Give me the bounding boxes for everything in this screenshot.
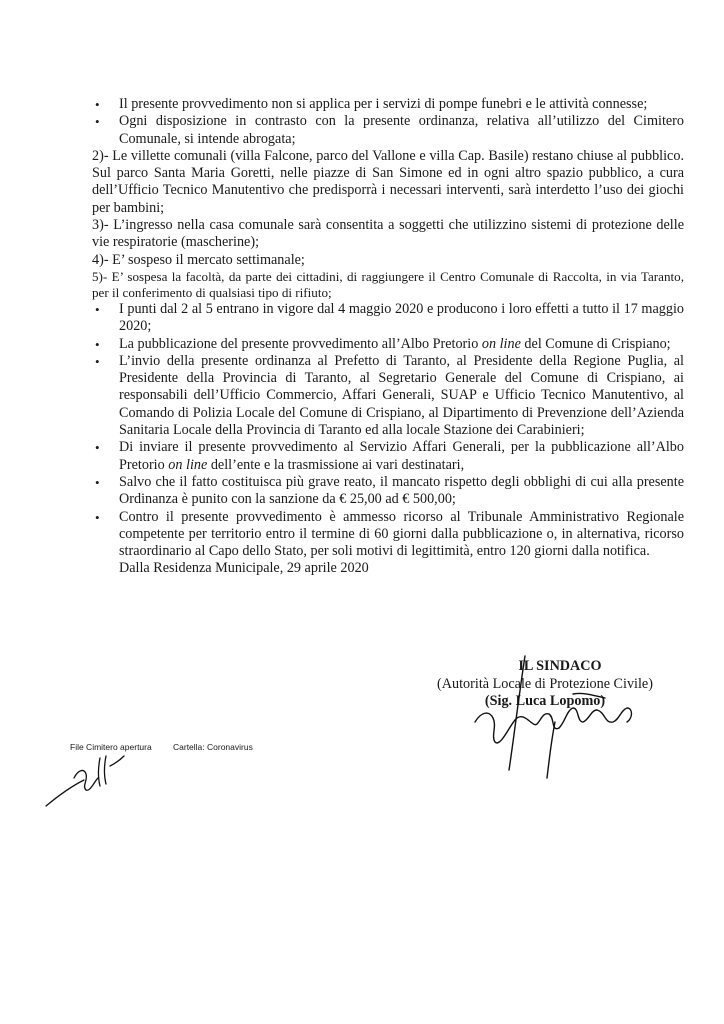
provision-send-affairs-text-end: dell’ente e la trasmissione ai vari destinatari,	[207, 456, 465, 473]
provision-send-affairs	[119, 439, 684, 474]
online-italic: on line	[168, 456, 208, 473]
provision-validity: I punti dal 2 al 5 entrano in vigore dal 4 maggio 2020 e producono i loro effetti a tutto il 17 maggio 2020;	[119, 300, 684, 335]
online-italic: on line	[481, 335, 521, 352]
bullet-marker: •	[95, 353, 100, 369]
bullet-marker: •	[95, 336, 100, 352]
list-item	[92, 113, 684, 148]
initials-scribble	[44, 752, 144, 812]
footer-folder-label: Cartella: Coronavirus	[173, 742, 253, 752]
list-item	[92, 353, 684, 439]
bullet-marker: •	[95, 301, 100, 317]
date-line: Dalla Residenza Municipale, 29 aprile 2020	[119, 560, 369, 577]
bullet-marker: •	[95, 97, 100, 112]
list-item	[92, 301, 684, 336]
point-5: 5)- E’ sospesa la facoltà, da parte dei cittadini, di raggiungere il Centro Comunale di Raccolta, in via Taranto, per il conferimento di qualsiasi tipo di rifiuto;	[92, 268, 684, 300]
provision-publication-text-end: del Comune di Crispiano;	[520, 335, 671, 352]
mayor-title: IL SINDACO	[518, 658, 602, 674]
bullet-marker: •	[95, 509, 100, 525]
mayor-name: (Sig. Luca Lopomo)	[484, 693, 606, 709]
point-2: 2)- Le villette comunali (villa Falcone, parco del Vallone e villa Cap. Basile) restano chiuse al pubblico. Sul parco Santa Maria Goretti, nelle piazze di San Simone ed in ogni altro spazio pubblico, a cura dell’Ufficio Tecnico Manutentivo che predisporrà i necessari interventi, sarà interdetto l’uso dei giochi per bambini;	[92, 147, 684, 216]
point-3: 3)- L’ingresso nella casa comunale sarà consentita a soggetti che utilizzino sistemi di protezione delle vie respiratorie (mascherine);	[92, 217, 684, 251]
bullet-marker: •	[95, 474, 100, 490]
provision-send-affairs-text: Di inviare il presente provvedimento al Servizio Affari Generali, per la pubblicazione all’Albo Pretorio	[119, 439, 684, 473]
bullet-marker: •	[95, 114, 100, 130]
document-body	[92, 96, 684, 578]
provision-abrogation: Ogni disposizione in contrasto con la presente ordinanza, relativa all’utilizzo del Cimitero Comunale, si intende abrogata;	[119, 113, 684, 147]
provision-funeral-services: Il presente provvedimento non si applica per i servizi di pompe funebri e le attività connesse;	[119, 96, 648, 112]
list-item	[92, 336, 684, 353]
footer-file-label: File Cimitero apertura	[70, 742, 152, 752]
mayor-role: (Autorità Locale di Protezione Civile)	[437, 675, 653, 692]
mayor-signature-scribble	[455, 652, 645, 782]
bullet-marker: •	[95, 440, 100, 456]
provision-distribution: L’invio della presente ordinanza al Prefetto di Taranto, al Presidente della Regione Puglia, al Presidente della Provincia di Taranto, al Segretario Generale del Comune di Crispiano, ai responsabili dell’Ufficio Commercio, Affari Generali, SUAP e Ufficio Tecnico Manutentivo, al Comando di Polizia Locale del Comune di Crispiano, al Dipartimento di Prevenzione dell’Azienda Sanitaria Locale della Provincia di Taranto ed alla locale Stazione dei Carabinieri;	[119, 352, 684, 439]
provision-appeal: Contro il presente provvedimento è ammesso ricorso al Tribunale Amministrativo Regionale competente per territorio entro il termine di 60 giorni dalla pubblicazione o, in alternativa, ricorso straordinario al Capo dello Stato, per soli motivi di legittimità, entro 120 giorni dalla notifica.	[119, 508, 684, 560]
point-4: 4)- E’ sospeso il mercato settimanale;	[92, 251, 305, 268]
list-item	[92, 439, 684, 474]
list-item	[92, 96, 684, 113]
provision-publication-text: La pubblicazione del presente provvedimento all’Albo Pretorio	[119, 335, 482, 352]
provision-sanction: Salvo che il fatto costituisca più grave reato, il mancato rispetto degli obblighi di cui alla presente Ordinanza è punito con la sanzione da € 25,00 ad € 500,00;	[119, 473, 684, 508]
list-item	[92, 509, 684, 561]
provision-publication	[119, 336, 684, 353]
list-item	[92, 474, 684, 509]
